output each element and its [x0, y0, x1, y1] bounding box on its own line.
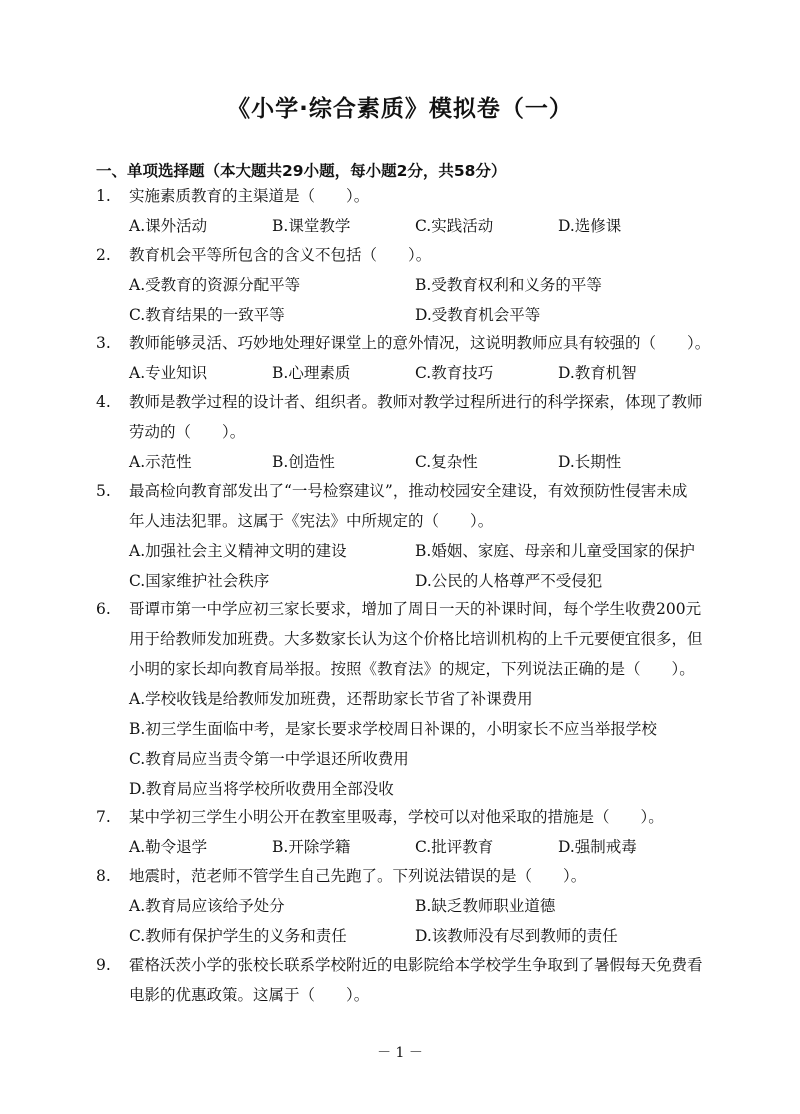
option-a[interactable]: A.学校收钱是给教师发加班费，还帮助家长节省了补课费用: [129, 690, 533, 708]
option-d[interactable]: D.长期性: [558, 453, 622, 471]
option-b[interactable]: B.受教育权利和义务的平等: [415, 276, 602, 294]
option-a[interactable]: A.教育局应该给予处分: [129, 897, 285, 915]
option-c[interactable]: C.复杂性: [415, 453, 478, 471]
question-text-line-1: 最高检向教育部发出了“一号检察建议”，推动校园安全建设，有效预防性侵害未成: [129, 482, 688, 500]
question-text-line-3: 小明的家长却向教育局举报。按照《教育法》的规定，下列说法正确的是（ ）。: [129, 660, 695, 678]
option-c[interactable]: C.教育局应当责令第一中学退还所收费用: [129, 750, 409, 768]
option-b[interactable]: B.开除学籍: [272, 838, 351, 856]
question-text-line-2: 电影的优惠政策。这属于（ ）。: [129, 986, 370, 1004]
option-d[interactable]: D.公民的人格尊严不受侵犯: [415, 572, 603, 590]
question-number: 5.: [96, 482, 111, 500]
option-a[interactable]: A.加强社会主义精神文明的建设: [129, 542, 347, 560]
options-row: [129, 358, 716, 388]
question-text-line-1: 霍格沃茨小学的张校长联系学校附近的电影院给本学校学生争取到了暑假每天免费看: [129, 956, 703, 974]
section-heading: 一、单项选择题（本大题共29小题，每小题2分，共58分）: [96, 162, 507, 180]
option-c[interactable]: C.教育技巧: [415, 364, 494, 382]
question-number: 6.: [96, 600, 111, 618]
question-number: 8.: [96, 867, 111, 885]
question-text-line-1: 哥谭市第一中学应初三家长要求，增加了周日一天的补课时间，每个学生收费200元: [129, 600, 702, 618]
option-d[interactable]: D.选修课: [558, 217, 622, 235]
option-b[interactable]: B.心理素质: [272, 364, 351, 382]
options-row: [129, 832, 716, 862]
question-3: [96, 328, 716, 388]
options-grid: [129, 536, 716, 596]
question-9: [96, 950, 716, 1010]
option-b[interactable]: B.课堂教学: [272, 217, 351, 235]
question-text: 教师能够灵活、巧妙地处理好课堂上的意外情况，这说明教师应具有较强的（ ）。: [129, 334, 711, 352]
options-row: [129, 211, 716, 241]
option-c[interactable]: C.国家维护社会秩序: [129, 572, 270, 590]
question-number: 4.: [96, 393, 111, 411]
option-d[interactable]: D.教育局应当将学校所收费用全部没收: [129, 780, 394, 798]
option-b[interactable]: B.初三学生面临中考，是家长要求学校周日补课的，小明家长不应当举报学校: [129, 720, 657, 738]
question-number: 3.: [96, 334, 111, 352]
option-c[interactable]: C.教育结果的一致平等: [129, 306, 285, 324]
question-number: 2.: [96, 246, 111, 264]
options-row: [129, 447, 716, 477]
options-list: [129, 684, 716, 804]
option-a[interactable]: A.课外活动: [129, 217, 208, 235]
question-number: 1.: [96, 187, 111, 205]
question-text: 某中学初三学生小明公开在教室里吸毒，学校可以对他采取的措施是（ ）。: [129, 808, 664, 826]
question-text-line-1: 教师是教学过程的设计者、组织者。教师对教学过程所进行的科学探索，体现了教师: [129, 393, 703, 411]
option-d[interactable]: D.受教育机会平等: [415, 306, 541, 324]
question-8: [96, 861, 716, 951]
options-grid: [129, 270, 716, 330]
option-a[interactable]: A.专业知识: [129, 364, 208, 382]
option-a[interactable]: A.勒令退学: [129, 838, 208, 856]
question-2: [96, 240, 716, 330]
question-1: [96, 181, 716, 241]
question-number: 9.: [96, 956, 111, 974]
option-b[interactable]: B.创造性: [272, 453, 335, 471]
option-a[interactable]: A.受教育的资源分配平等: [129, 276, 301, 294]
question-text: 教育机会平等所包含的含义不包括（ ）。: [129, 246, 432, 264]
question-6: [96, 594, 716, 804]
page-number: － 1 －: [377, 1045, 423, 1061]
option-d[interactable]: D.该教师没有尽到教师的责任: [415, 927, 618, 945]
question-text-line-2: 年人违法犯罪。这属于《宪法》中所规定的（ ）。: [129, 512, 494, 530]
options-grid: [129, 891, 716, 951]
question-text-line-2: 劳动的（ ）。: [129, 423, 246, 441]
option-c[interactable]: C.批评教育: [415, 838, 494, 856]
option-b[interactable]: B.婚姻、家庭、母亲和儿童受国家的保护: [415, 542, 695, 560]
question-text-line-2: 用于给教师发加班费。大多数家长认为这个价格比培训机构的上千元要便宜很多，但: [129, 630, 703, 648]
option-b[interactable]: B.缺乏教师职业道德: [415, 897, 556, 915]
page-title: 《小学·综合素质》模拟卷（一）: [227, 96, 573, 122]
question-number: 7.: [96, 808, 111, 826]
option-d[interactable]: D.教育机智: [558, 364, 637, 382]
option-c[interactable]: C.教师有保护学生的义务和责任: [129, 927, 347, 945]
question-4: [96, 387, 716, 477]
question-text: 地震时，范老师不管学生自己先跑了。下列说法错误的是（ ）。: [129, 867, 587, 885]
option-d[interactable]: D.强制戒毒: [558, 838, 637, 856]
question-text: 实施素质教育的主渠道是（ ）。: [129, 187, 370, 205]
option-c[interactable]: C.实践活动: [415, 217, 494, 235]
question-5: [96, 476, 716, 596]
option-a[interactable]: A.示范性: [129, 453, 192, 471]
question-7: [96, 802, 716, 862]
